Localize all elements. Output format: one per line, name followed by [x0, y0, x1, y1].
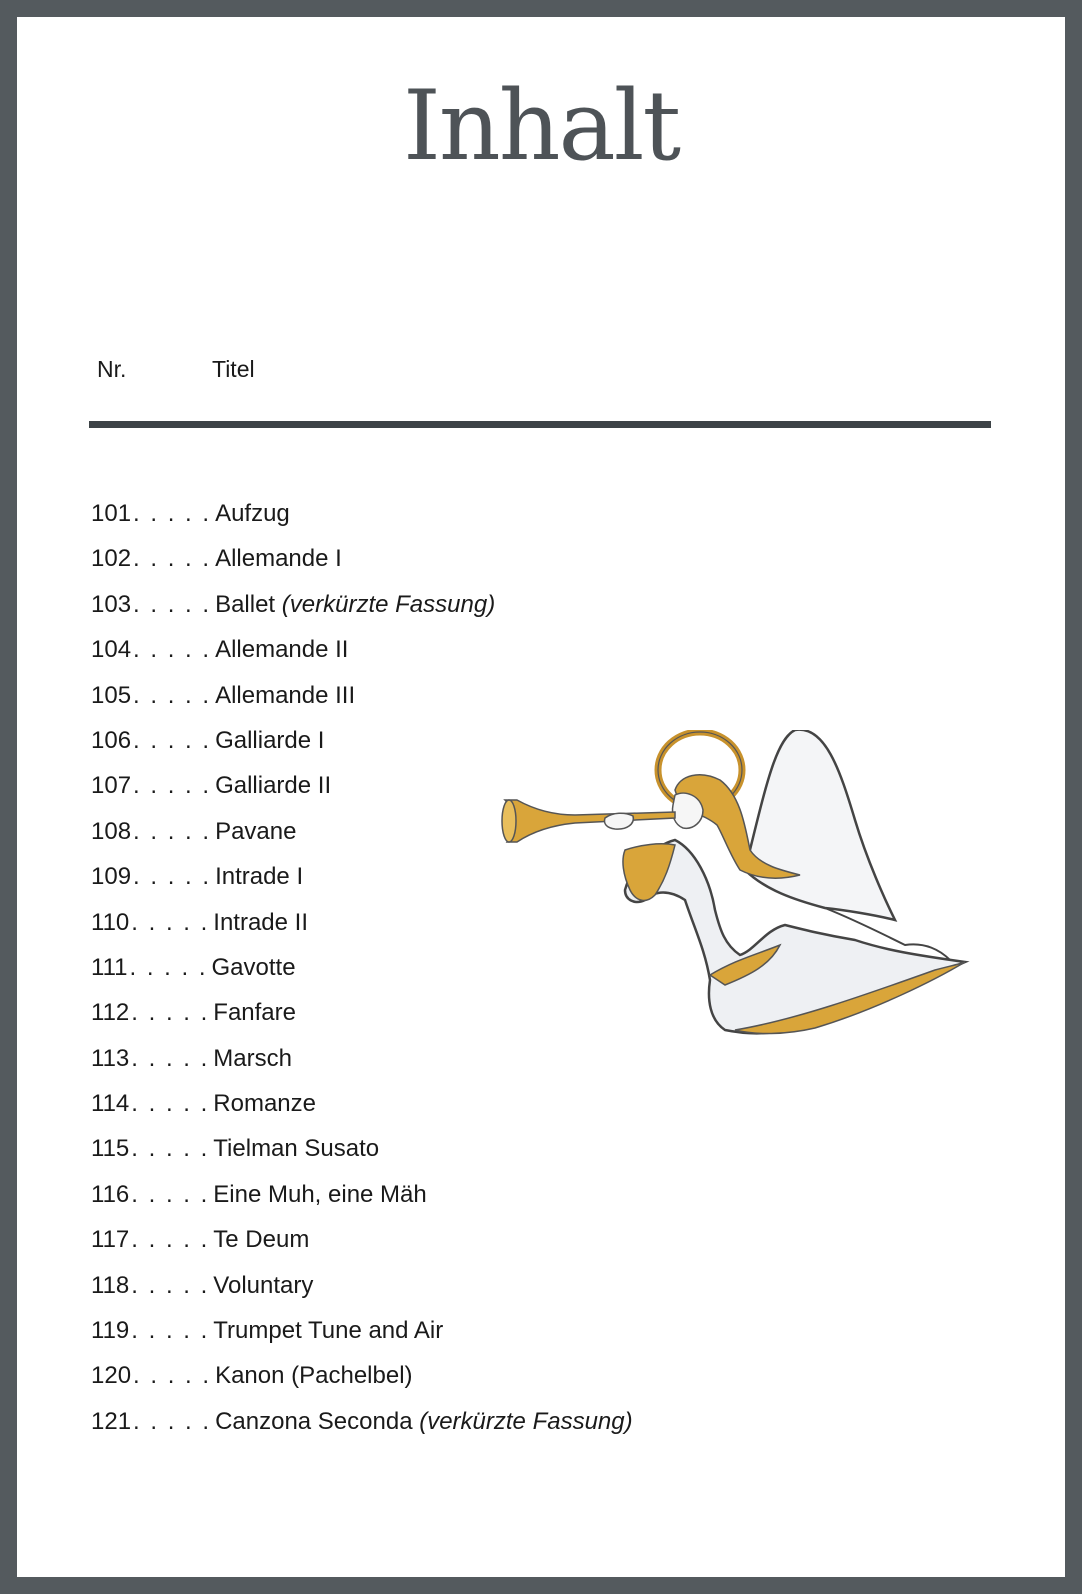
toc-entry	[91, 1407, 633, 1452]
entry-title: Fanfare	[213, 999, 296, 1027]
entry-number: 101	[91, 500, 132, 527]
entry-number: 112	[91, 999, 130, 1027]
toc-entry	[91, 1271, 633, 1316]
entry-title: Tielman Susato	[213, 1135, 380, 1163]
dot-leader: . . . . .	[131, 1180, 210, 1208]
dot-leader: . . . . .	[133, 590, 212, 618]
dot-leader: . . . . .	[131, 1271, 210, 1299]
entry-title: Intrade II	[213, 908, 309, 936]
entry-number: 109	[91, 863, 132, 891]
column-header-nr: Nr.	[97, 356, 127, 382]
entry-number: 121	[91, 1407, 132, 1435]
column-header-title: Titel	[212, 356, 255, 382]
entry-number: 115	[91, 1135, 130, 1163]
toc-entry	[91, 1225, 633, 1270]
entry-number: 119	[91, 1317, 130, 1345]
entry-number: 102	[91, 545, 132, 573]
entry-number: 104	[91, 636, 132, 664]
entry-title: Allemande I	[215, 545, 342, 573]
toc-entry	[91, 1134, 633, 1179]
dot-leader: . . . . .	[131, 908, 210, 936]
dot-leader: . . . . .	[129, 953, 208, 981]
entry-title: Allemande II	[215, 636, 349, 664]
entry-title: Voluntary	[213, 1271, 314, 1299]
trumpet-angel-illustration	[495, 730, 985, 1060]
entry-number: 110	[91, 908, 130, 936]
entry-title: Marsch	[213, 1044, 292, 1072]
entry-number: 106	[91, 726, 132, 754]
dot-leader: . . . . .	[131, 1044, 210, 1072]
dot-leader: . . . . .	[133, 863, 212, 891]
entry-title: Canzona Seconda	[215, 1407, 413, 1435]
entry-note: (verkürzte Fassung)	[419, 1407, 633, 1435]
entry-number: 111	[91, 953, 128, 981]
dot-leader: . . . . .	[133, 817, 212, 845]
toc-entry	[91, 590, 633, 635]
dot-leader: . . . . .	[133, 1362, 212, 1390]
toc-entry	[91, 1180, 633, 1225]
entry-number: 108	[91, 817, 132, 845]
toc-entry	[91, 499, 633, 544]
entry-number: 114	[91, 1090, 130, 1118]
entry-title: Allemande III	[215, 681, 356, 709]
header-divider	[89, 421, 991, 428]
entry-title: Trumpet Tune and Air	[213, 1317, 444, 1345]
dot-leader: . . . . .	[133, 545, 212, 573]
dot-leader: . . . . .	[131, 1090, 210, 1118]
entry-note: (verkürzte Fassung)	[281, 590, 496, 618]
toc-entry	[91, 1089, 633, 1134]
toc-entry	[91, 1316, 633, 1361]
entry-number: 105	[91, 681, 132, 709]
dot-leader: . . . . .	[133, 1407, 212, 1435]
entry-title: Galliarde II	[215, 772, 332, 800]
dot-leader: . . . . .	[131, 1135, 210, 1163]
toc-entry	[91, 1361, 633, 1406]
toc-entry	[91, 635, 633, 680]
entry-number: 103	[91, 590, 132, 618]
entry-title: Romanze	[213, 1090, 316, 1118]
entry-title: Eine Muh, eine Mäh	[213, 1180, 427, 1208]
entry-number: 117	[91, 1226, 130, 1254]
entry-title: Te Deum	[213, 1226, 310, 1254]
entry-title: Gavotte	[211, 953, 296, 981]
dot-leader: . . . . .	[133, 726, 212, 754]
entry-title: Aufzug	[215, 500, 290, 527]
entry-number: 118	[91, 1271, 130, 1299]
dot-leader: . . . . .	[131, 999, 210, 1027]
entry-number: 107	[91, 772, 132, 800]
dot-leader: . . . . .	[131, 1226, 210, 1254]
entry-title: Pavane	[215, 817, 297, 845]
dot-leader: . . . . .	[133, 772, 212, 800]
entry-number: 116	[91, 1180, 130, 1208]
entry-title: Intrade I	[215, 863, 304, 891]
entry-title: Ballet	[215, 590, 276, 618]
dot-leader: . . . . .	[133, 636, 212, 664]
dot-leader: . . . . .	[133, 500, 212, 527]
entry-title: Galliarde I	[215, 726, 325, 754]
page-title: Inhalt	[402, 70, 680, 182]
entry-number: 113	[91, 1044, 130, 1072]
toc-entry	[91, 544, 633, 589]
toc-entry	[91, 681, 633, 726]
dot-leader: . . . . .	[133, 681, 212, 709]
dot-leader: . . . . .	[131, 1317, 210, 1345]
entry-number: 120	[91, 1362, 132, 1390]
entry-title: Kanon (Pachelbel)	[215, 1362, 413, 1390]
